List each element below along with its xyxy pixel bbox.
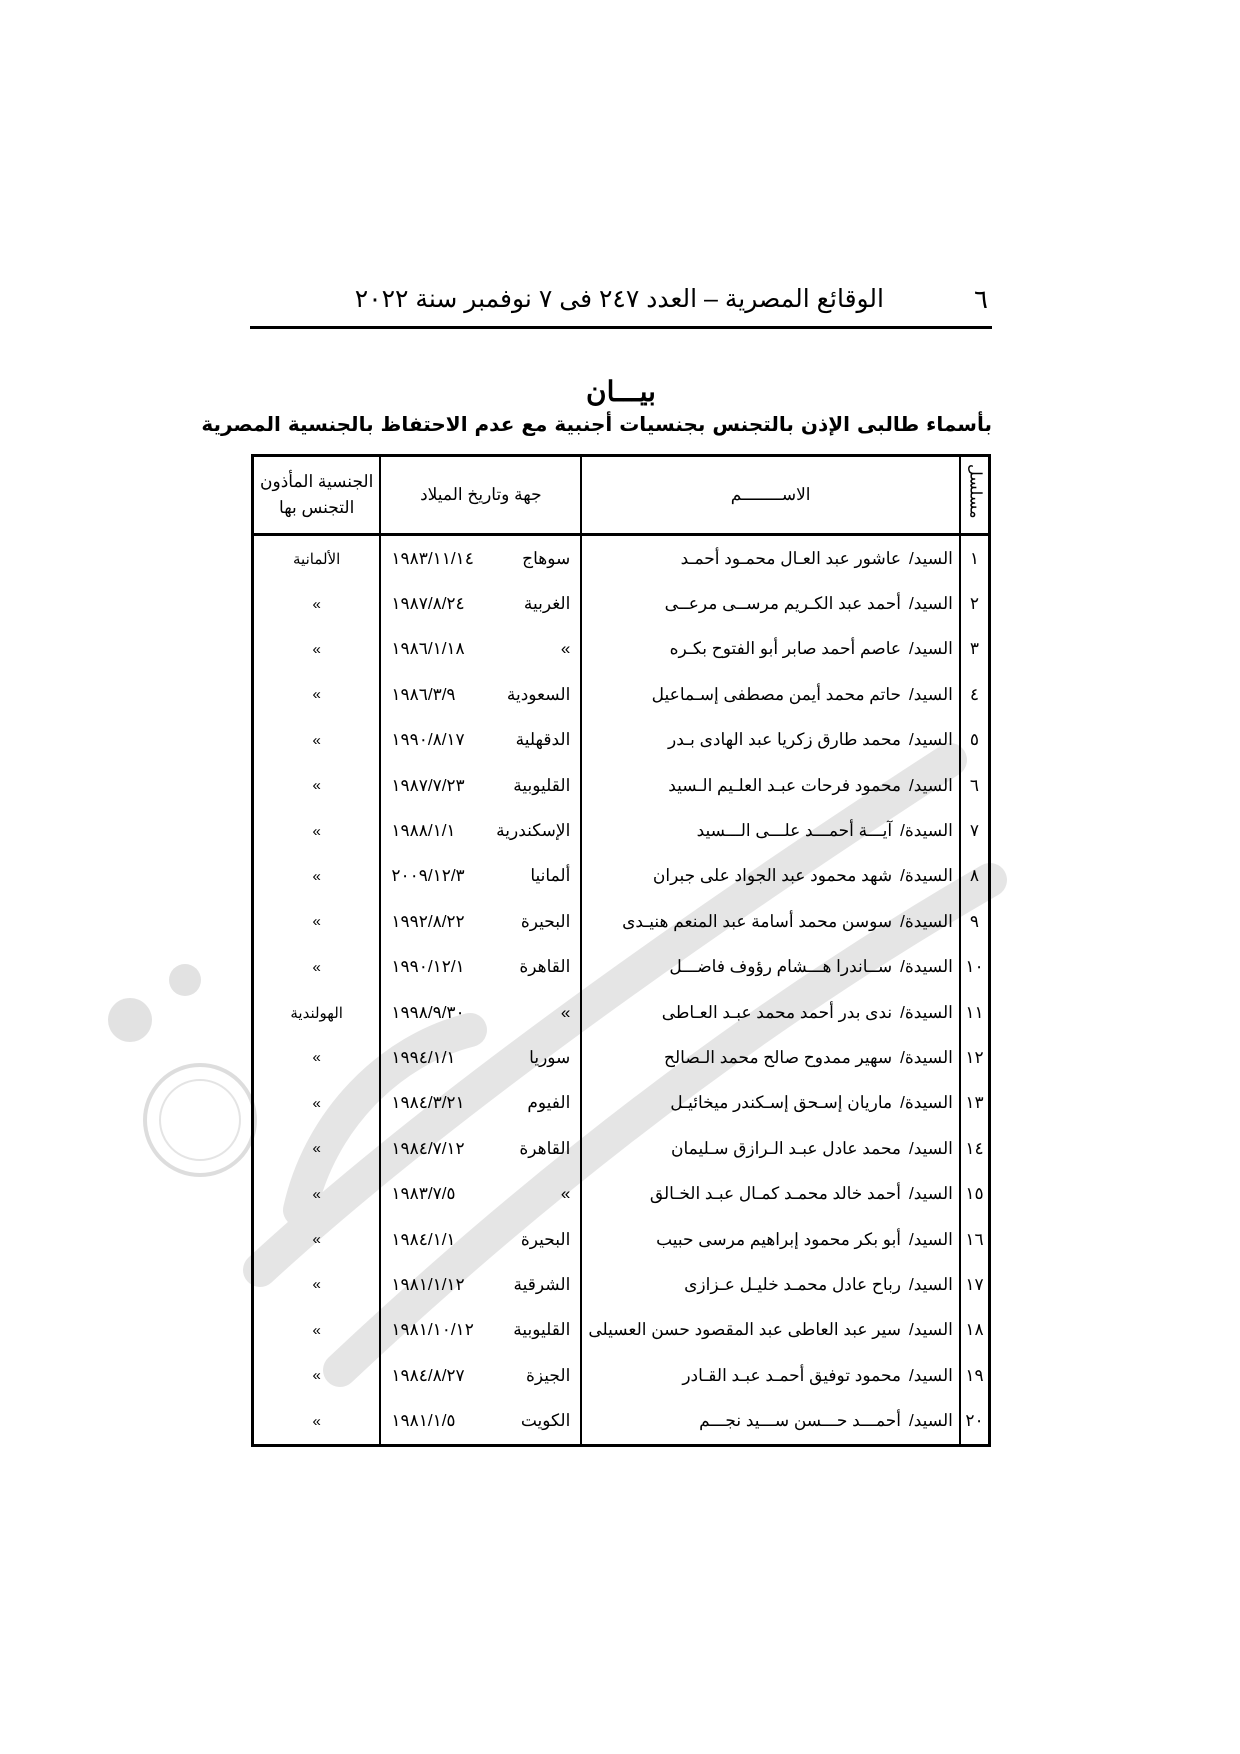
- birth-cell: [380, 581, 581, 626]
- name-cell: [581, 1308, 960, 1353]
- birth-date: ١٩٨٨/١/١: [391, 821, 456, 841]
- birth-cell: [380, 1262, 581, 1307]
- serial-cell: ١٦: [960, 1217, 990, 1262]
- nationality-header-line2: التجنس بها: [279, 498, 355, 517]
- name-cell: [581, 1262, 960, 1307]
- birth-place: سوهاج: [522, 548, 571, 568]
- birth-cell: [380, 1126, 581, 1171]
- full-name: أبو بكر محمود إبراهيم مرسى حبيب: [656, 1229, 902, 1249]
- birth-place: سوريا: [529, 1047, 571, 1067]
- table-row: [253, 854, 990, 899]
- birth-place: الجيزة: [526, 1365, 571, 1385]
- birth-date: ١٩٨٦/١/١٨: [391, 639, 465, 659]
- birth-cell: [380, 1171, 581, 1216]
- table-row: [253, 627, 990, 672]
- honorific: السيدة/: [900, 1047, 953, 1067]
- nationality-cell: »: [253, 1353, 381, 1398]
- name-cell: [581, 1353, 960, 1398]
- full-name: عاشور عبد العـال محمـود أحمـد: [680, 548, 902, 568]
- running-title: الوقائع المصرية – العدد ٢٤٧ فى ٧ نوفمبر سنة ٢٠٢٢: [354, 285, 884, 313]
- honorific: السيد/: [909, 1411, 953, 1431]
- birth-date: ١٩٨٣/٧/٥: [391, 1184, 456, 1204]
- birth-date: ١٩٨١/١/١٢: [391, 1274, 465, 1294]
- honorific: السيد/: [909, 730, 953, 750]
- name-cell: [581, 718, 960, 763]
- birth-place: البحيرة: [520, 1229, 571, 1249]
- honorific: السيدة/: [900, 957, 953, 977]
- birth-date: ١٩٨٤/٨/٢٧: [391, 1365, 465, 1385]
- birth-date: ٢٠٠٩/١٢/٣: [391, 866, 465, 886]
- table-row: [253, 945, 990, 990]
- nationality-cell: »: [253, 808, 381, 853]
- honorific: السيد/: [909, 1274, 953, 1294]
- nationality-cell: »: [253, 1217, 381, 1262]
- birth-date: ١٩٨٤/٧/١٢: [391, 1138, 465, 1158]
- name-cell: [581, 1171, 960, 1216]
- table-row: [253, 1126, 990, 1171]
- birth-date: ١٩٩٤/١/١: [391, 1047, 456, 1067]
- birth-date: ١٩٨٤/٣/٢١: [391, 1093, 465, 1113]
- honorific: السيد/: [909, 1229, 953, 1249]
- full-name: أحمـــد حـــسن ســـيد نجـــم: [699, 1411, 902, 1431]
- nationality-cell: »: [253, 627, 381, 672]
- table-row: [253, 899, 990, 944]
- name-cell: [581, 990, 960, 1035]
- honorific: السيد/: [909, 639, 953, 659]
- table-row: [253, 1035, 990, 1080]
- serial-cell: ٢٠: [960, 1398, 990, 1445]
- birth-date: ١٩٨٤/١/١: [391, 1229, 456, 1249]
- full-name: حاتم محمد أيمن مصطفى إسـماعيل: [651, 684, 902, 704]
- birth-place: القليوبية: [513, 775, 571, 795]
- birth-place: القاهرة: [519, 957, 571, 977]
- birth-column-header: جهة وتاريخ الميلاد: [380, 456, 581, 535]
- document-title: بيـــان: [586, 376, 656, 407]
- full-name: عاصم أحمد صابر أبو الفتوح بكـره: [669, 639, 902, 659]
- page-number: ٦: [974, 284, 988, 314]
- name-cell: [581, 899, 960, 944]
- birth-cell: [380, 1308, 581, 1353]
- table-row: [253, 1217, 990, 1262]
- table-row: [253, 1398, 990, 1445]
- birth-place: السعودية: [506, 684, 571, 704]
- birth-place: »: [560, 1184, 571, 1204]
- full-name: أحمد عبد الكـريم مرســى مرعــى: [664, 594, 902, 614]
- birth-cell: [380, 1353, 581, 1398]
- table-row: [253, 535, 990, 582]
- honorific: السيدة/: [900, 821, 953, 841]
- honorific: السيد/: [909, 1138, 953, 1158]
- name-cell: [581, 945, 960, 990]
- name-cell: [581, 1035, 960, 1080]
- name-cell: [581, 1126, 960, 1171]
- nationality-cell: »: [253, 1171, 381, 1216]
- full-name: محمد عادل عبـد الـرازق سـليمان: [671, 1138, 902, 1158]
- honorific: السيد/: [909, 594, 953, 614]
- birth-cell: [380, 535, 581, 582]
- birth-place: الكويت: [520, 1411, 571, 1431]
- full-name: آيـــة أحمـــد علـــى الـــسيد: [696, 821, 893, 841]
- nationality-cell: الهولندية: [253, 990, 381, 1035]
- birth-place: الإسكندرية: [496, 821, 571, 841]
- table-row: [253, 808, 990, 853]
- honorific: السيد/: [909, 684, 953, 704]
- nationality-cell: »: [253, 1081, 381, 1126]
- name-cell: [581, 535, 960, 582]
- table-row: [253, 1262, 990, 1307]
- applicants-table: [251, 454, 991, 1447]
- full-name: سير عبد العاطى عبد المقصود حسن العسيلى: [588, 1320, 902, 1340]
- honorific: السيدة/: [900, 911, 953, 931]
- nationality-cell: »: [253, 718, 381, 763]
- full-name: شهد محمود عبد الجواد على جبران: [652, 866, 893, 886]
- nationality-cell: »: [253, 672, 381, 717]
- document-subtitle: بأسماء طالبى الإذن بالتجنس بجنسيات أجنبية مع عدم الاحتفاظ بالجنسية المصرية: [201, 412, 992, 436]
- nationality-cell: »: [253, 1126, 381, 1171]
- nationality-header-line1: الجنسية المأذون: [260, 472, 374, 491]
- honorific: السيد/: [909, 1320, 953, 1340]
- birth-place: »: [560, 1002, 571, 1022]
- serial-cell: ١٢: [960, 1035, 990, 1080]
- table-row: [253, 1081, 990, 1126]
- birth-cell: [380, 1398, 581, 1445]
- birth-cell: [380, 672, 581, 717]
- birth-cell: [380, 990, 581, 1035]
- name-cell: [581, 581, 960, 626]
- nationality-cell: »: [253, 945, 381, 990]
- birth-cell: [380, 627, 581, 672]
- serial-cell: ١٠: [960, 945, 990, 990]
- name-cell: [581, 672, 960, 717]
- nationality-cell: »: [253, 1035, 381, 1080]
- nationality-cell: »: [253, 1398, 381, 1445]
- name-column-header: الاســــــــم: [581, 456, 960, 535]
- serial-cell: ٦: [960, 763, 990, 808]
- birth-cell: [380, 1217, 581, 1262]
- name-cell: [581, 1081, 960, 1126]
- table-row: [253, 990, 990, 1035]
- serial-cell: ١: [960, 535, 990, 582]
- table-header-row: [253, 456, 990, 535]
- serial-cell: ١١: [960, 990, 990, 1035]
- birth-date: ١٩٨٦/٣/٩: [391, 684, 456, 704]
- name-cell: [581, 854, 960, 899]
- nationality-column-header: [253, 456, 381, 535]
- birth-cell: [380, 899, 581, 944]
- nationality-cell: الألمانية: [253, 535, 381, 582]
- birth-cell: [380, 1035, 581, 1080]
- full-name: ندى بدر أحمد محمد عبـد العـاطى: [661, 1002, 893, 1022]
- honorific: السيد/: [909, 548, 953, 568]
- serial-cell: ٧: [960, 808, 990, 853]
- birth-place: القاهرة: [519, 1138, 571, 1158]
- serial-cell: ١٩: [960, 1353, 990, 1398]
- nationality-cell: »: [253, 581, 381, 626]
- serial-cell: ٩: [960, 899, 990, 944]
- table-row: [253, 581, 990, 626]
- honorific: السيد/: [909, 1184, 953, 1204]
- table-row: [253, 718, 990, 763]
- serial-cell: ٨: [960, 854, 990, 899]
- nationality-cell: »: [253, 854, 381, 899]
- table-body: [253, 535, 990, 1446]
- honorific: السيد/: [909, 775, 953, 795]
- full-name: محمد طارق زكريا عبد الهادى بـدر: [668, 730, 902, 750]
- birth-date: ١٩٩٢/٨/٢٢: [391, 911, 465, 931]
- serial-cell: ١٥: [960, 1171, 990, 1216]
- birth-cell: [380, 854, 581, 899]
- name-cell: [581, 627, 960, 672]
- page-header: [250, 282, 992, 329]
- birth-date: ١٩٨١/١٠/١٢: [391, 1320, 474, 1340]
- nationality-cell: »: [253, 763, 381, 808]
- table-row: [253, 763, 990, 808]
- birth-place: »: [560, 639, 571, 659]
- serial-cell: ١٣: [960, 1081, 990, 1126]
- name-cell: [581, 1398, 960, 1445]
- table-row: [253, 1353, 990, 1398]
- serial-cell: ١٤: [960, 1126, 990, 1171]
- applicants-table-container: [251, 454, 991, 1439]
- birth-place: الشرقية: [513, 1274, 571, 1294]
- honorific: السيدة/: [900, 1002, 953, 1022]
- birth-cell: [380, 808, 581, 853]
- full-name: محمود توفيق أحمـد عبـد القـادر: [682, 1365, 902, 1385]
- nationality-cell: »: [253, 899, 381, 944]
- birth-cell: [380, 763, 581, 808]
- full-name: رباح عادل محمـد خليـل عـزازى: [684, 1274, 902, 1294]
- honorific: السيدة/: [900, 1093, 953, 1113]
- birth-cell: [380, 945, 581, 990]
- birth-date: ١٩٨٣/١١/١٤: [391, 548, 474, 568]
- nationality-cell: »: [253, 1262, 381, 1307]
- full-name: سهير ممدوح صالح محمد الـصالح: [664, 1047, 893, 1067]
- honorific: السيد/: [909, 1365, 953, 1385]
- honorific: السيدة/: [900, 866, 953, 886]
- full-name: ماريان إسـحق إسـكندر ميخائيـل: [670, 1093, 893, 1113]
- name-cell: [581, 763, 960, 808]
- birth-place: الدقهلية: [515, 730, 571, 750]
- table-row: [253, 672, 990, 717]
- serial-cell: ٥: [960, 718, 990, 763]
- table-row: [253, 1171, 990, 1216]
- name-cell: [581, 808, 960, 853]
- birth-date: ١٩٨٧/٨/٢٤: [391, 594, 465, 614]
- birth-place: القليوبية: [513, 1320, 571, 1340]
- birth-date: ١٩٩٠/١٢/١: [391, 957, 465, 977]
- full-name: ســاندرا هـــشام رؤوف فاضـــل: [669, 957, 893, 977]
- full-name: أحمد خالد محمـد كمـال عبـد الخـالق: [649, 1184, 902, 1204]
- serial-cell: ٢: [960, 581, 990, 626]
- table-row: [253, 1308, 990, 1353]
- birth-place: البحيرة: [520, 911, 571, 931]
- name-cell: [581, 1217, 960, 1262]
- birth-place: الغربية: [523, 594, 571, 614]
- birth-cell: [380, 1081, 581, 1126]
- full-name: محمود فرحات عبـد العلـيم الـسيد: [668, 775, 902, 795]
- birth-date: ١٩٨٧/٧/٢٣: [391, 775, 465, 795]
- birth-date: ١٩٨١/١/٥: [391, 1411, 456, 1431]
- birth-date: ١٩٩٠/٨/١٧: [391, 730, 465, 750]
- birth-cell: [380, 718, 581, 763]
- birth-place: الفيوم: [527, 1093, 571, 1113]
- serial-column-header: مسلسل: [960, 456, 990, 535]
- serial-cell: ٣: [960, 627, 990, 672]
- serial-cell: ٤: [960, 672, 990, 717]
- nationality-cell: »: [253, 1308, 381, 1353]
- full-name: سوسن محمد أسامة عبد المنعم هنيـدى: [622, 911, 893, 931]
- birth-date: ١٩٩٨/٩/٣٠: [391, 1002, 465, 1022]
- serial-cell: ١٧: [960, 1262, 990, 1307]
- serial-cell: ١٨: [960, 1308, 990, 1353]
- birth-place: ألمانيا: [530, 866, 571, 886]
